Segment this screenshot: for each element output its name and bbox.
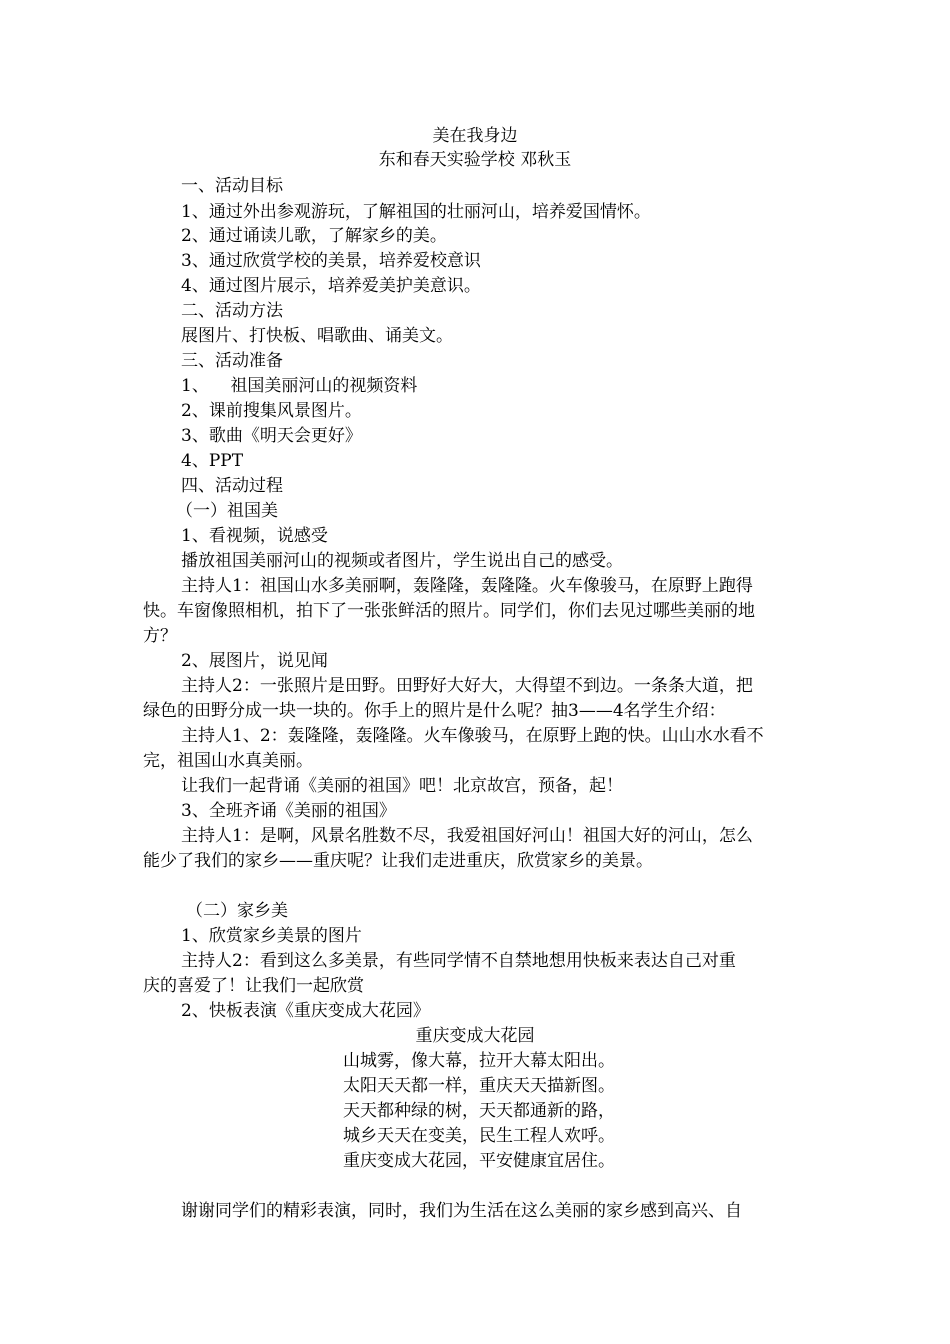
poem-line: 天天都种绿的树，天天都通新的路， — [343, 1101, 615, 1121]
paragraph-line: 2、课前搜集风景图片。 — [181, 401, 362, 421]
paragraph-line: 方？ — [143, 626, 177, 646]
section-heading: 四、活动过程 — [181, 476, 283, 496]
paragraph-line: 1、看视频，说感受 — [181, 526, 328, 546]
subsection-heading: （一）祖国美 — [176, 501, 278, 521]
paragraph-line: 展图片、打快板、唱歌曲、诵美文。 — [181, 326, 453, 346]
paragraph-line: 完，祖国山水真美丽。 — [143, 751, 313, 771]
paragraph-line: 3、通过欣赏学校的美景，培养爱校意识 — [181, 251, 481, 271]
paragraph-line: 能少了我们的家乡——重庆呢？让我们走进重庆，欣赏家乡的美景。 — [143, 851, 653, 871]
paragraph-line: 播放祖国美丽河山的视频或者图片，学生说出自己的感受。 — [181, 551, 623, 571]
section-heading: 二、活动方法 — [181, 301, 283, 321]
paragraph-line: 主持人2：看到这么多美景，有些同学情不自禁地想用快板来表达自己对重 — [181, 951, 736, 971]
paragraph-line: 1、 祖国美丽河山的视频资料 — [181, 376, 418, 396]
paragraph-line: 主持人1：祖国山水多美丽啊，轰隆隆，轰隆隆。火车像骏马，在原野上跑得 — [181, 576, 753, 596]
section-heading: 一、活动目标 — [181, 176, 283, 196]
paragraph-line: 2、快板表演《重庆变成大花园》 — [181, 1001, 430, 1021]
doc-title: 美在我身边 — [432, 126, 518, 146]
doc-author: 东和春天实验学校 邓秋玉 — [378, 150, 572, 170]
section-heading: 三、活动准备 — [181, 351, 283, 371]
paragraph-line: 2、展图片，说见闻 — [181, 651, 328, 671]
paragraph-line: 2、通过诵读儿歌，了解家乡的美。 — [181, 226, 447, 246]
paragraph-line: 4、通过图片展示，培养爱美护美意识。 — [181, 276, 481, 296]
paragraph-line: 4、PPT — [181, 451, 244, 471]
paragraph-line: 主持人1：是啊，风景名胜数不尽，我爱祖国好河山！祖国大好的河山，怎么 — [181, 826, 753, 846]
paragraph-line: 庆的喜爱了！让我们一起欣赏 — [143, 976, 364, 996]
paragraph-line: 绿色的田野分成一块一块的。你手上的照片是什么呢？抽3——4名学生介绍： — [143, 701, 726, 721]
paragraph-line: 主持人1、2：轰隆隆，轰隆隆。火车像骏马，在原野上跑的快。山山水水看不 — [181, 726, 764, 746]
paragraph-line: 快。车窗像照相机，拍下了一张张鲜活的照片。同学们，你们去见过哪些美丽的地 — [143, 601, 755, 621]
paragraph-line: 1、欣赏家乡美景的图片 — [181, 926, 362, 946]
paragraph-line: 3、歌曲《明天会更好》 — [181, 426, 362, 446]
paragraph-line: 1、通过外出参观游玩，了解祖国的壮丽河山，培养爱国情怀。 — [181, 202, 651, 222]
poem-line: 城乡天天在变美，民生工程人欢呼。 — [343, 1126, 615, 1146]
poem-title: 重庆变成大花园 — [415, 1026, 535, 1046]
poem-line: 重庆变成大花园，平安健康宜居住。 — [343, 1151, 615, 1171]
subsection-heading: （二）家乡美 — [186, 901, 288, 921]
paragraph-line: 主持人2：一张照片是田野。田野好大好大，大得望不到边。一条条大道，把 — [181, 676, 753, 696]
poem-line: 山城雾，像大幕，拉开大幕太阳出。 — [343, 1051, 615, 1071]
poem-line: 太阳天天都一样，重庆天天描新图。 — [343, 1076, 615, 1096]
paragraph-line: 3、全班齐诵《美丽的祖国》 — [181, 801, 396, 821]
paragraph-line: 让我们一起背诵《美丽的祖国》吧！北京故宫，预备，起！ — [181, 776, 623, 796]
paragraph-line: 谢谢同学们的精彩表演，同时，我们为生活在这么美丽的家乡感到高兴、自 — [181, 1201, 742, 1221]
